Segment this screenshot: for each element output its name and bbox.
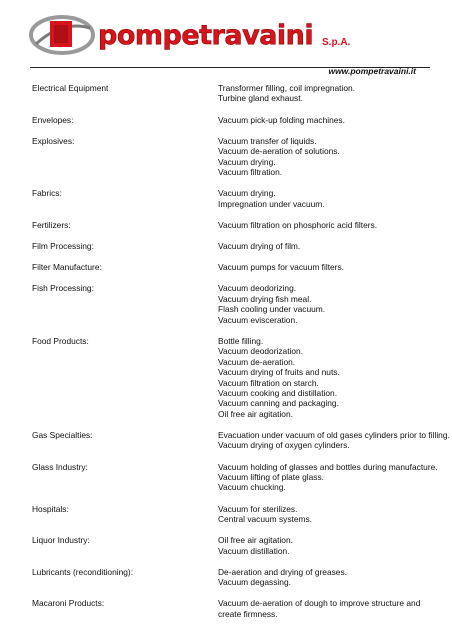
application-item: Vacuum pumps for vacuum filters. <box>218 262 344 273</box>
application-item: Vacuum holding of glasses and bottles during manufacture. <box>218 461 438 472</box>
application-row <box>32 220 432 230</box>
application-item: Vacuum de-aeration of solutions. <box>218 146 340 157</box>
application-item: Vacuum de-aeration. <box>218 356 296 367</box>
application-row <box>32 598 432 619</box>
application-item: Vacuum filtration on starch. <box>218 377 319 388</box>
application-item: Turbine gland exhaust. <box>218 93 303 104</box>
application-list <box>218 83 432 104</box>
application-row <box>32 83 432 104</box>
application-item: Vacuum pick-up folding machines. <box>218 114 345 125</box>
applications-list <box>32 83 450 630</box>
industry-category: Fertilizers: <box>32 219 71 230</box>
application-item: De-aeration and drying of greases. <box>218 566 347 577</box>
industry-category: Macaroni Products: <box>32 598 105 609</box>
industry-category: Hospitals: <box>32 503 69 514</box>
application-item: Evacuation under vacuum of old gases cylinders prior to filling. <box>218 429 450 440</box>
application-list <box>218 241 432 251</box>
application-row <box>32 504 432 525</box>
application-list <box>218 461 438 493</box>
application-row <box>32 429 450 451</box>
application-item: Vacuum drying of oxygen cylinders. <box>218 440 350 451</box>
application-row <box>32 262 432 272</box>
application-row <box>32 461 438 493</box>
application-item: Vacuum for sterilizes. <box>218 503 298 514</box>
application-item: Vacuum drying. <box>218 156 276 167</box>
application-item: Vacuum lifting of plate glass. <box>218 471 324 482</box>
application-row <box>32 535 432 556</box>
application-list <box>218 535 432 556</box>
application-item: Flash cooling under vacuum. <box>218 304 326 315</box>
application-row <box>32 283 432 325</box>
application-list <box>218 283 432 325</box>
industry-category: Electrical Equipment <box>32 83 109 93</box>
application-list <box>218 262 432 272</box>
application-item: Oil free air agitation. <box>218 408 293 419</box>
application-list <box>218 336 432 419</box>
application-row <box>32 188 432 209</box>
application-list <box>218 220 432 230</box>
industry-category: Food Products: <box>32 335 89 346</box>
application-list <box>218 598 432 619</box>
application-list <box>218 115 432 125</box>
application-item: Vacuum cooking and distillation. <box>218 387 338 398</box>
application-list <box>218 504 432 525</box>
brand-name: pompetravaini <box>98 20 314 51</box>
application-item: Vacuum deodorizing. <box>218 283 297 294</box>
application-item: Vacuum drying of film. <box>218 241 301 252</box>
page-header <box>0 0 452 80</box>
application-list <box>218 429 450 451</box>
application-row <box>32 136 432 178</box>
application-item: Vacuum degassing. <box>218 577 291 588</box>
application-row <box>32 336 432 419</box>
application-item: Bottle filling. <box>218 335 264 346</box>
company-logo-icon <box>28 14 96 56</box>
application-item: Oil free air agitation. <box>218 535 293 546</box>
website-link[interactable]: www.pompetravaini.it <box>328 66 416 76</box>
industry-category: Envelopes: <box>32 114 74 125</box>
application-item: Vacuum transfer of liquids. <box>218 135 317 146</box>
application-item: Vacuum drying of fruits and nuts. <box>218 367 340 378</box>
application-item: Impregnation under vacuum. <box>218 198 325 209</box>
application-row <box>32 567 432 588</box>
application-item: Transformer filling, coil impregnation. <box>218 83 355 93</box>
application-item: Vacuum drying. <box>218 188 276 199</box>
brand-suffix: S.p.A. <box>322 37 351 48</box>
industry-category: Explosives: <box>32 135 75 146</box>
application-row <box>32 241 432 251</box>
application-item: Vacuum chucking. <box>218 482 286 493</box>
application-item: Vacuum de-aeration of dough to improve structure and <box>218 598 421 609</box>
industry-category: Fabrics: <box>32 188 62 199</box>
industry-category: Film Processing: <box>32 241 94 252</box>
application-item: Vacuum deodorization. <box>218 346 304 357</box>
industry-category: Liquor Industry: <box>32 535 90 546</box>
application-item: Vacuum canning and packaging. <box>218 398 339 409</box>
industry-category: Glass Industry: <box>32 461 88 472</box>
application-item: Vacuum filtration. <box>218 167 283 178</box>
industry-category: Fish Processing: <box>32 283 94 294</box>
application-item: Vacuum filtration on phosphoric acid filters. <box>218 219 378 230</box>
application-list <box>218 136 432 178</box>
application-item: Vacuum drying fish meal. <box>218 293 312 304</box>
application-item: create firmness. <box>218 608 278 619</box>
industry-category: Gas Specialties: <box>32 429 93 440</box>
industry-category: Filter Manufacture: <box>32 262 102 273</box>
industry-category: Lubricants (reconditioning): <box>32 566 134 577</box>
application-row <box>32 115 432 125</box>
application-item: Vacuum evisceration. <box>218 314 298 325</box>
application-list <box>218 188 432 209</box>
application-item: Vacuum distillation. <box>218 545 290 556</box>
application-list <box>218 567 432 588</box>
application-item: Central vacuum systems. <box>218 513 313 524</box>
